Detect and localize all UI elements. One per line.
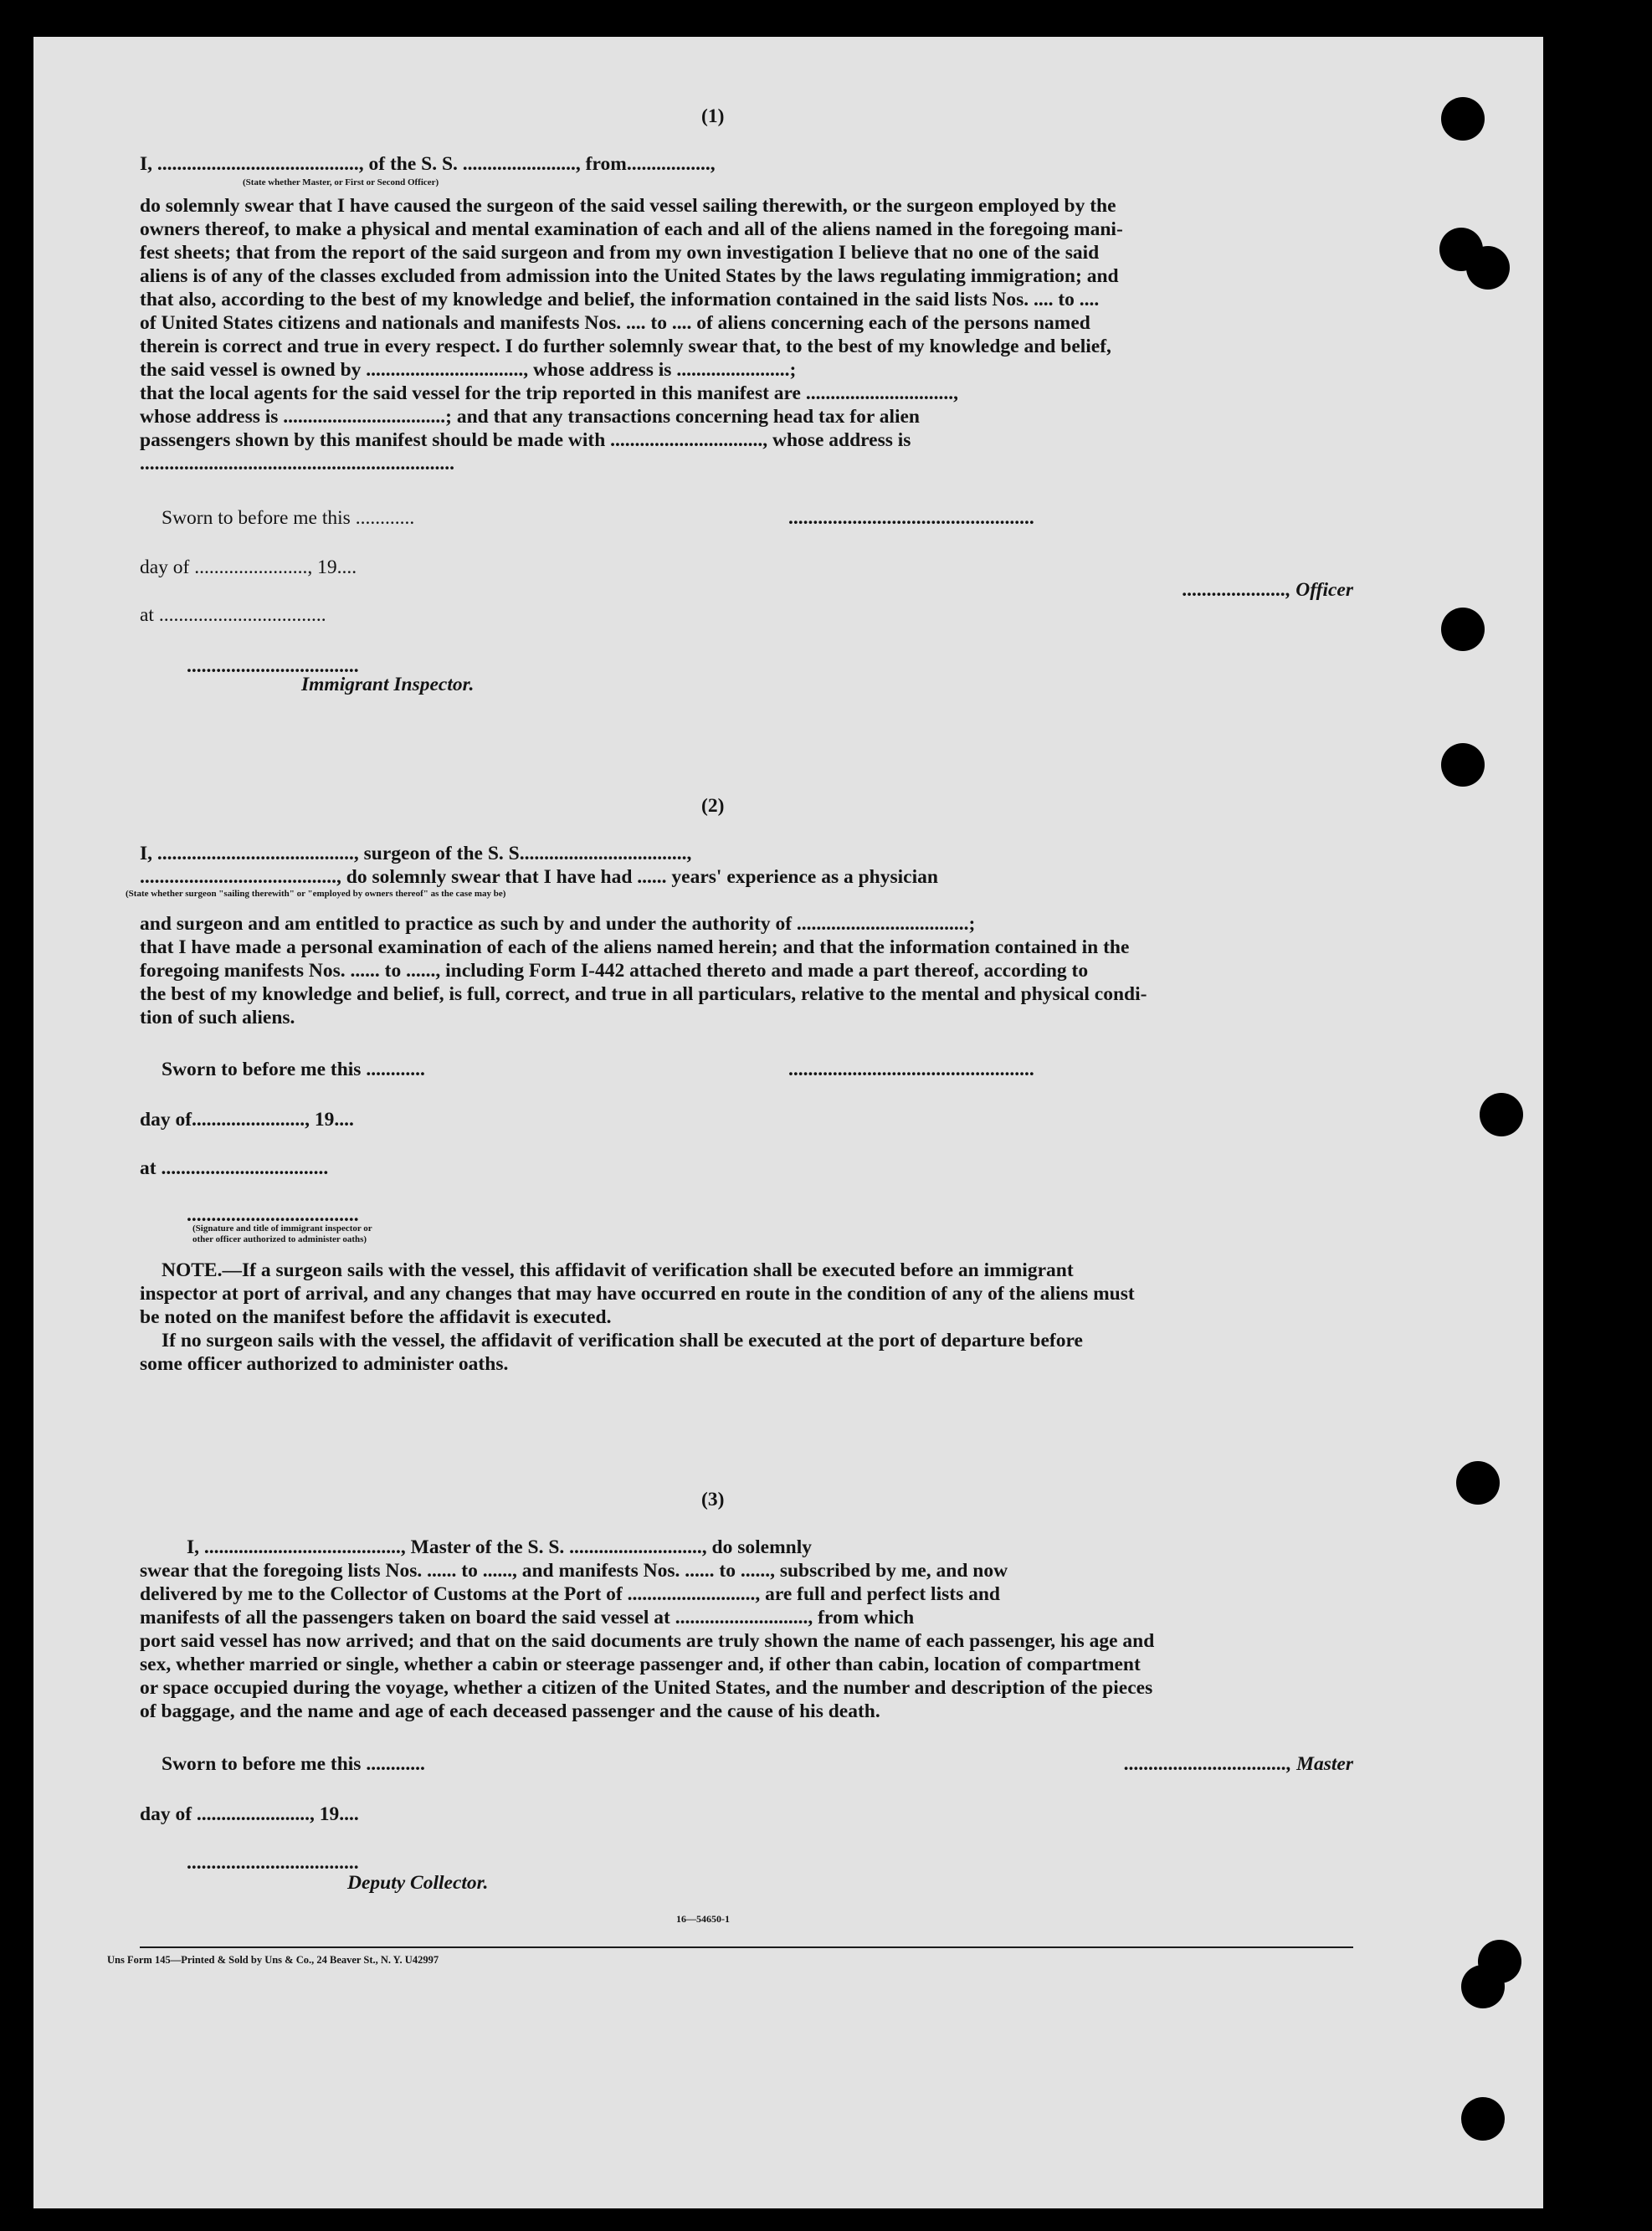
section-3-number: (3) — [701, 1489, 725, 1510]
s2-note-line-3: be noted on the manifest before the affidavit is executed. — [140, 1306, 612, 1328]
s2-line-3: foregoing manifests Nos. ...... to ......, including Form I-442 attached thereto and made a part thereof, according to — [140, 960, 1089, 982]
s3-line-8: of baggage, and the name and age of each deceased passenger and the cause of his death. — [140, 1700, 880, 1722]
punch-hole — [1466, 246, 1510, 290]
s2-sworn: Sworn to before me this ............ — [162, 1059, 425, 1080]
s1-line-11: passengers shown by this manifest should be made with ..............................., whose address is — [140, 429, 911, 451]
section-2-number: (2) — [701, 795, 725, 817]
s3-day: day of ......................., 19.... — [140, 1803, 359, 1825]
s2-line-5: tion of such aliens. — [140, 1007, 295, 1028]
s2-signature-line: ................................... — [187, 1204, 359, 1226]
s1-line-7: therein is correct and true in every respect. I do further solemnly swear that, to the best of my knowledge and belief, — [140, 336, 1111, 357]
s2-line-1: and surgeon and am entitled to practice as such by and under the authority of ...................................; — [140, 913, 976, 935]
s1-line-6: of United States citizens and nationals and manifests Nos. .... to .... of aliens concerning each of the persons named — [140, 312, 1090, 334]
s1-line-8: the said vessel is owned by ................................, whose address is .......................; — [140, 359, 797, 381]
s2-day: day of......................., 19.... — [140, 1109, 354, 1131]
s1-sworn: Sworn to before me this ............ — [162, 507, 415, 529]
s2-note-line-4: If no surgeon sails with the vessel, the affidavit of verification shall be executed at the port of departure before — [162, 1330, 1083, 1351]
punch-hole — [1456, 1461, 1500, 1505]
s3-line-4: manifests of all the passengers taken on board the said vessel at ..........................., from which — [140, 1607, 915, 1628]
s2-sworn-signature: .................................................. — [788, 1059, 1034, 1080]
punch-hole — [1461, 2097, 1505, 2141]
s1-line-2: owners thereof, to make a physical and mental examination of each and all of the aliens named in the foregoing mani- — [140, 218, 1123, 240]
form-page — [33, 37, 1543, 2208]
s3-line-5: port said vessel has now arrived; and that on the said documents are truly shown the name of each passenger, his age and — [140, 1630, 1155, 1652]
s3-line-1: I, ........................................, Master of the S. S. ..........................., do solemnly — [187, 1536, 812, 1558]
s2-sig-note-1: (Signature and title of immigrant inspector or — [192, 1223, 372, 1233]
s2-line-4: the best of my knowledge and belief, is full, correct, and true in all particulars, relative to the mental and physical condi- — [140, 983, 1147, 1005]
s1-day: day of ......................., 19.... — [140, 556, 357, 578]
s3-line-3: delivered by me to the Collector of Customs at the Port of .........................., are full and perfect lists and — [140, 1583, 1000, 1605]
section-1-first-line: I, ........................................., of the S. S. ......................., from................., — [140, 153, 716, 175]
s1-at: at .................................. — [140, 604, 326, 626]
s2-note-line-1: NOTE.—If a surgeon sails with the vessel, this affidavit of verification shall be executed before an immigrant — [162, 1259, 1074, 1281]
section-1-officer-note: (State whether Master, or First or Second Officer) — [243, 177, 439, 187]
footer-rule — [140, 1946, 1353, 1948]
s2-note-line-5: some officer authorized to administer oaths. — [140, 1353, 509, 1375]
s1-line-1: do solemnly swear that I have caused the surgeon of the said vessel sailing therewith, or the surgeon employed by the — [140, 195, 1116, 217]
s3-line-2: swear that the foregoing lists Nos. ...... to ......, and manifests Nos. ...... to ......, subscribed by me, and now — [140, 1560, 1008, 1582]
s3-line-6: sex, whether married or single, whether a cabin or steerage passenger and, if other than cabin, location of compartment — [140, 1654, 1141, 1675]
s1-line-5: that also, according to the best of my knowledge and belief, the information contained in the said lists Nos. .... to .... — [140, 289, 1100, 310]
punch-hole — [1441, 743, 1485, 787]
s2-second-line: ........................................, do solemnly swear that I have had ...... years' experience as a physician — [140, 866, 938, 888]
s3-master: ................................., Master — [1124, 1753, 1353, 1775]
s2-sig-note-2: other officer authorized to administer oaths) — [192, 1234, 367, 1244]
s1-sworn-signature: .................................................. — [788, 507, 1034, 529]
s1-line-4: aliens is of any of the classes excluded from admission into the United States by the laws regulating immigration; and — [140, 265, 1119, 287]
s2-note-line-2: inspector at port of arrival, and any changes that may have occurred en route in the condition of any of the aliens must — [140, 1283, 1135, 1305]
s2-first-line: I, ........................................, surgeon of the S. S.................................., — [140, 843, 692, 864]
section-1-number: (1) — [701, 105, 725, 127]
s1-signature-line: ................................... — [187, 655, 359, 677]
form-code: 16—54650-1 — [676, 1913, 730, 1925]
punch-hole — [1441, 608, 1485, 651]
s2-line-2: that I have made a personal examination of each of the aliens named herein; and that the information contained in the — [140, 936, 1130, 958]
s1-line-12: ................................................................ — [140, 453, 454, 474]
s1-inspector-label: Immigrant Inspector. — [301, 674, 475, 695]
s2-at: at .................................. — [140, 1157, 329, 1179]
s1-line-10: whose address is .................................; and that any transactions concerning head tax for alien — [140, 406, 921, 428]
s3-collector-label: Deputy Collector. — [347, 1872, 489, 1894]
punch-hole — [1480, 1093, 1523, 1136]
s2-surgeon-note: (State whether surgeon "sailing therewith" or "employed by owners thereof" as the case may be) — [126, 889, 506, 899]
s3-signature-line: ................................... — [187, 1852, 359, 1874]
s1-line-3: fest sheets; that from the report of the said surgeon and from my own investigation I believe that no one of the said — [140, 242, 1100, 264]
punch-hole — [1441, 97, 1485, 141]
s3-sworn: Sworn to before me this ............ — [162, 1753, 425, 1775]
s3-line-7: or space occupied during the voyage, whether a citizen of the United States, and the number and description of the pieces — [140, 1677, 1153, 1699]
s1-line-9: that the local agents for the said vessel for the trip reported in this manifest are .............................., — [140, 382, 958, 404]
punch-hole — [1461, 1965, 1505, 2008]
s1-officer: ....................., Officer — [1183, 579, 1353, 601]
printer-line: Uns Form 145—Printed & Sold by Uns & Co., 24 Beaver St., N. Y. U42997 — [107, 1954, 439, 1966]
